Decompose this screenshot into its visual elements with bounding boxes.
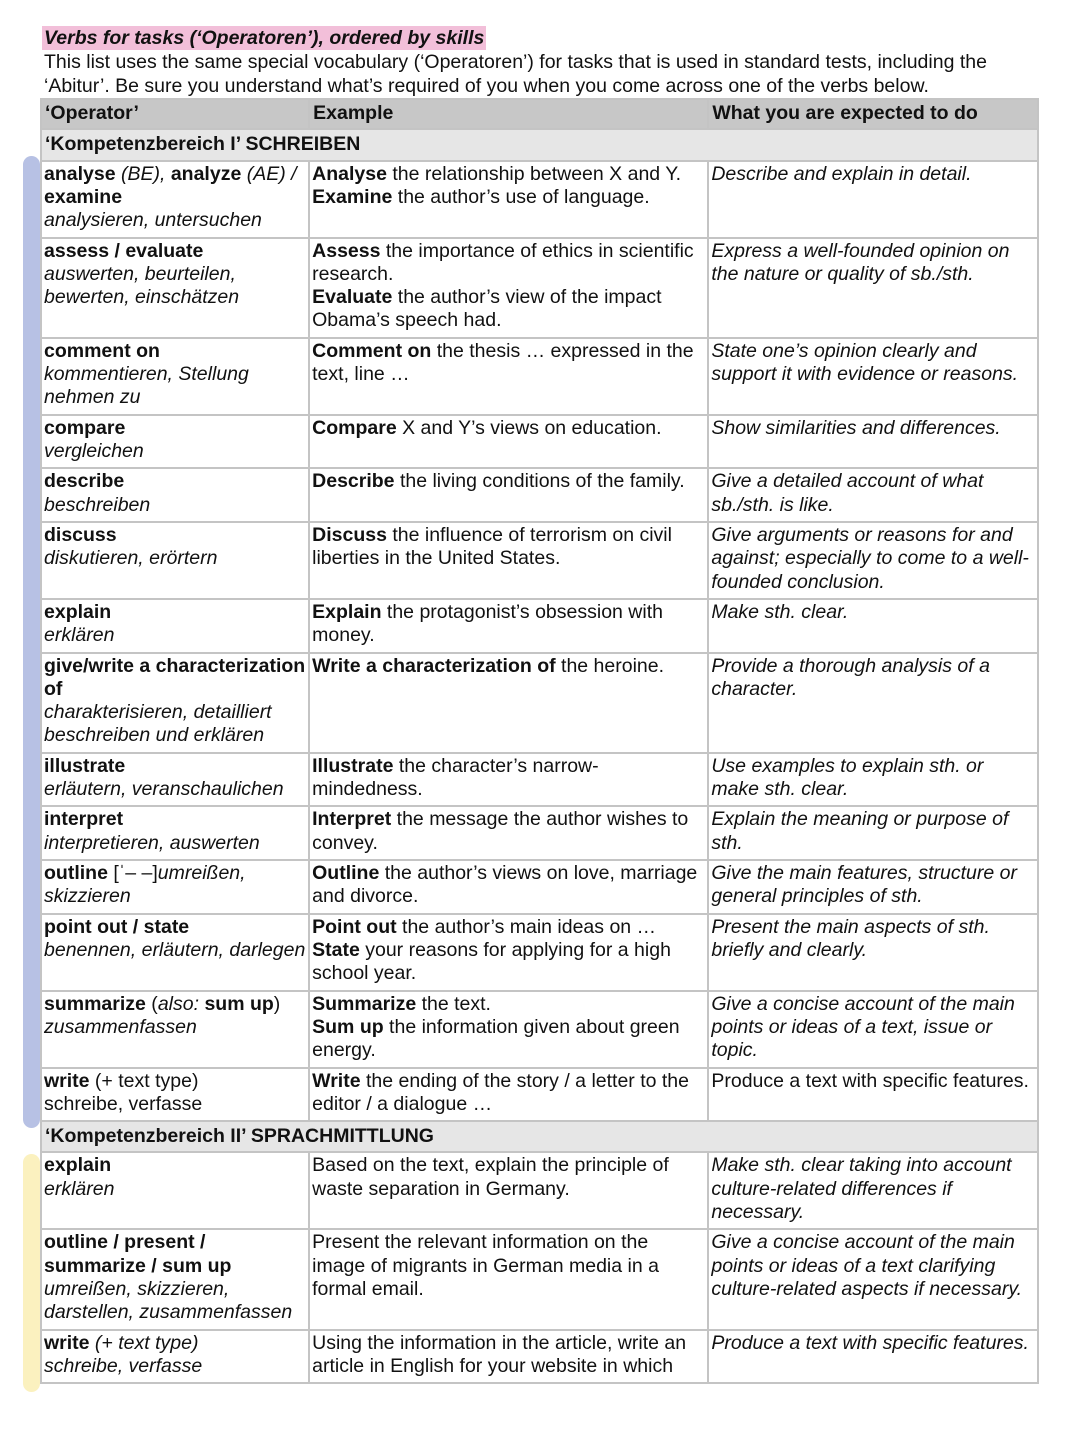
example-verb: Examine [312, 185, 393, 208]
example-verb: State [312, 938, 360, 961]
operator-verb: outline [44, 861, 108, 884]
example-text: X and Y’s views on education. [396, 416, 662, 439]
operator-cell [41, 238, 309, 338]
german-translation: kommentieren, Stellung nehmen zu [44, 363, 249, 409]
expected-cell: Give the main features, structure or general principles of sth. [708, 860, 1038, 914]
operator-verb: explain [44, 600, 112, 623]
table-row [41, 161, 1038, 238]
german-translation: diskutieren, erörtern [44, 547, 218, 570]
intro-text: This list uses the same special vocabulary (‘Operatoren’) for tasks that is used in standard tests, including the ‘Abitur’. Be sure you understand what’s required of you when you come across one of the verbs below. [44, 51, 987, 97]
header-operator: ‘Operator’ [41, 99, 309, 129]
blue-highlight-bar [23, 156, 40, 1128]
expected-cell: Give a detailed account of what sb./sth. is like. [708, 468, 1038, 522]
example-cell [309, 653, 708, 753]
operator-verb: interpret [44, 808, 124, 831]
example-cell: Present the relevant information on the image of migrants in German media in a formal email. [309, 1229, 708, 1329]
table-row [41, 1152, 1038, 1229]
table-row [41, 338, 1038, 415]
table-row [41, 522, 1038, 599]
expected-cell: Explain the meaning or purpose of sth. [708, 806, 1038, 860]
expected-cell: Show similarities and differences. [708, 415, 1038, 469]
expected-cell: Express a well-founded opinion on the nature or quality of sb./sth. [708, 238, 1038, 338]
operator-verb: outline / present / summarize / sum up [44, 1231, 232, 1277]
expected-cell: Produce a text with specific features. [708, 1068, 1038, 1122]
example-cell: Based on the text, explain the principle of waste separation in Germany. [309, 1152, 708, 1229]
example-cell [309, 599, 708, 653]
german-translation: schreibe, verfasse [44, 1354, 203, 1377]
page-title: Verbs for tasks (‘Operatoren’), ordered by skills [44, 27, 485, 49]
german-translation: auswerten, beurteilen, bewerten, einschätzen [44, 262, 240, 309]
operator-verb: summarize [44, 992, 146, 1015]
table-row [41, 653, 1038, 753]
example-cell: Using the information in the article, write an article in English for your website in which [309, 1330, 708, 1384]
section-title: ‘Kompetenzbereich I’ SCHREIBEN [41, 129, 1038, 160]
table-row [41, 468, 1038, 522]
operator-verb: assess / evaluate [44, 239, 204, 262]
example-text: the importance of ethics in scientific research. [312, 239, 694, 285]
example-verb: Interpret [312, 808, 392, 831]
operator-verb: write [44, 1331, 90, 1354]
operator-cell [41, 415, 309, 469]
operator-verb: compare [44, 416, 126, 439]
german-translation: erläutern, veranschaulichen [44, 778, 284, 801]
operator-verb: illustrate [44, 754, 126, 777]
expected-cell: Give arguments or reasons for and against; especially to come to a well-founded conclusion. [708, 522, 1038, 599]
operator-cell [41, 1330, 309, 1384]
example-verb: Point out [312, 915, 397, 938]
example-cell [309, 468, 708, 522]
example-cell [309, 860, 708, 914]
german-translation: benennen, erläutern, darlegen [44, 938, 306, 961]
example-text: the information given about green energy. [312, 1015, 680, 1062]
example-cell [309, 991, 708, 1068]
example-cell [309, 753, 708, 807]
example-verb: Comment on [312, 339, 432, 362]
operator-cell [41, 338, 309, 415]
example-text: the author’s view of the impact Obama’s speech had. [312, 286, 662, 332]
german-translation: interpretieren, auswerten [44, 831, 260, 854]
operator-cell [41, 1152, 309, 1229]
operator-cell [41, 161, 309, 238]
table-row [41, 914, 1038, 991]
example-verb: Discuss [312, 523, 387, 546]
operator-note: ( [145, 992, 158, 1015]
german-translation: erklären [44, 1177, 115, 1200]
section-heading-schreiben [41, 129, 1038, 160]
example-cell [309, 238, 708, 338]
table-row [41, 1330, 1038, 1384]
operator-verb: sum up [204, 992, 274, 1015]
operator-cell [41, 653, 309, 753]
german-translation: schreibe, verfasse [44, 1092, 203, 1115]
german-translation: analysieren, untersuchen [44, 209, 262, 232]
operator-verb: write [44, 1069, 90, 1092]
title-line [42, 26, 486, 50]
example-text: the heroine. [555, 654, 665, 677]
example-verb: Illustrate [312, 754, 394, 777]
section-title: ‘Kompetenzbereich II’ SPRACHMITTLUNG [41, 1121, 1038, 1152]
table-row [41, 806, 1038, 860]
operator-note: (+ text type) [89, 1331, 199, 1354]
example-cell [309, 338, 708, 415]
operator-verb: analyze [170, 162, 242, 185]
operator-verb: comment on [44, 339, 160, 362]
example-verb: Write [312, 1069, 361, 1092]
operator-cell [41, 522, 309, 599]
expected-cell: Give a concise account of the main points or ideas of a text clarifying culture-related aspects if necessary. [708, 1229, 1038, 1329]
example-verb: Analyse [312, 162, 387, 185]
yellow-highlight-bar [23, 1154, 40, 1392]
german-translation: erklären [44, 624, 115, 647]
expected-cell: Provide a thorough analysis of a character. [708, 653, 1038, 753]
german-translation: umreißen, skizzieren, darstellen, zusammenfassen [44, 1278, 293, 1324]
operator-verb: discuss [44, 523, 117, 546]
example-verb: Write a characterization of [312, 654, 556, 677]
german-translation: zusammenfassen [44, 1015, 197, 1038]
operator-cell [41, 468, 309, 522]
table-row [41, 599, 1038, 653]
operator-note: (AE) / [241, 162, 297, 185]
example-cell [309, 914, 708, 991]
table-row [41, 991, 1038, 1068]
operator-note: (+ text type) [89, 1069, 199, 1092]
example-verb: Sum up [312, 1015, 384, 1038]
expected-cell: Present the main aspects of sth. briefly and clearly. [708, 914, 1038, 991]
example-text: the relationship between X and Y. [386, 162, 682, 185]
operator-note: (BE), [115, 162, 171, 185]
expected-cell: State one’s opinion clearly and support it with evidence or reasons. [708, 338, 1038, 415]
example-cell [309, 415, 708, 469]
header-row [41, 99, 1038, 129]
operator-verb: explain [44, 1154, 112, 1177]
operator-cell [41, 753, 309, 807]
table-row [41, 415, 1038, 469]
german-translation: umreißen, skizzieren [44, 861, 246, 908]
example-text: the living conditions of the family. [394, 470, 685, 493]
expected-cell: Give a concise account of the main points or ideas of a text, issue or topic. [708, 991, 1038, 1068]
example-text: your reasons for applying for a high school year. [312, 938, 671, 985]
example-cell [309, 806, 708, 860]
operator-note: also: [157, 992, 200, 1015]
operator-cell [41, 806, 309, 860]
german-translation: vergleichen [44, 440, 144, 463]
table-row [41, 753, 1038, 807]
section-heading-sprachmittlung [41, 1121, 1038, 1152]
operator-cell [41, 1229, 309, 1329]
expected-cell: Describe and explain in detail. [708, 161, 1038, 238]
example-text: the author’s use of language. [392, 185, 650, 208]
operator-cell [41, 991, 309, 1068]
german-translation: charakterisieren, detailliert beschreiben und erklären [44, 701, 272, 747]
example-verb: Assess [312, 239, 381, 262]
operator-cell [41, 914, 309, 991]
expected-cell: Make sth. clear. [708, 599, 1038, 653]
example-cell [309, 161, 708, 238]
example-text: the message the author wishes to convey. [312, 808, 689, 854]
pronunciation: [ˈ– –] [107, 861, 158, 884]
operator-verb: describe [44, 470, 125, 493]
example-verb: Describe [312, 470, 395, 493]
operator-verb: give/write a characterization of [44, 654, 306, 700]
example-text: the author’s views on love, marriage and divorce. [312, 861, 698, 908]
operator-verb: analyse [44, 162, 116, 185]
table-row [41, 1229, 1038, 1329]
operator-cell [41, 860, 309, 914]
example-verb: Explain [312, 600, 382, 623]
table-row [41, 238, 1038, 338]
table-row [41, 1068, 1038, 1122]
expected-cell: Make sth. clear taking into account culture-related differences if necessary. [708, 1152, 1038, 1229]
german-translation: beschreiben [44, 493, 151, 516]
example-text: the character’s narrow-mindedness. [312, 754, 599, 801]
operator-verb: examine [44, 185, 123, 208]
example-verb: Summarize [312, 992, 417, 1015]
operator-verb: point out / state [44, 915, 190, 938]
example-cell [309, 1068, 708, 1122]
example-verb: Evaluate [312, 286, 393, 309]
operators-table [40, 98, 1039, 1384]
expected-cell: Use examples to explain sth. or make sth. clear. [708, 753, 1038, 807]
operator-cell [41, 1068, 309, 1122]
operator-note: ) [273, 992, 281, 1015]
expected-cell: Produce a text with specific features. [708, 1330, 1038, 1384]
example-cell [309, 522, 708, 599]
example-text: the protagonist’s obsession with money. [312, 600, 663, 647]
example-text: the thesis … expressed in the text, line … [312, 339, 694, 386]
operator-cell [41, 599, 309, 653]
header-example: Example [309, 99, 708, 129]
example-text: the text. [416, 992, 491, 1015]
example-text: the influence of terrorism on civil liberties in the United States. [312, 523, 672, 570]
example-text: the ending of the story / a letter to the editor / a dialogue … [312, 1069, 689, 1115]
header-expected: What you are expected to do [708, 99, 1038, 129]
table-row [41, 860, 1038, 914]
example-verb: Compare [312, 416, 397, 439]
example-text: the author’s main ideas on … [396, 915, 657, 938]
example-verb: Outline [312, 861, 380, 884]
